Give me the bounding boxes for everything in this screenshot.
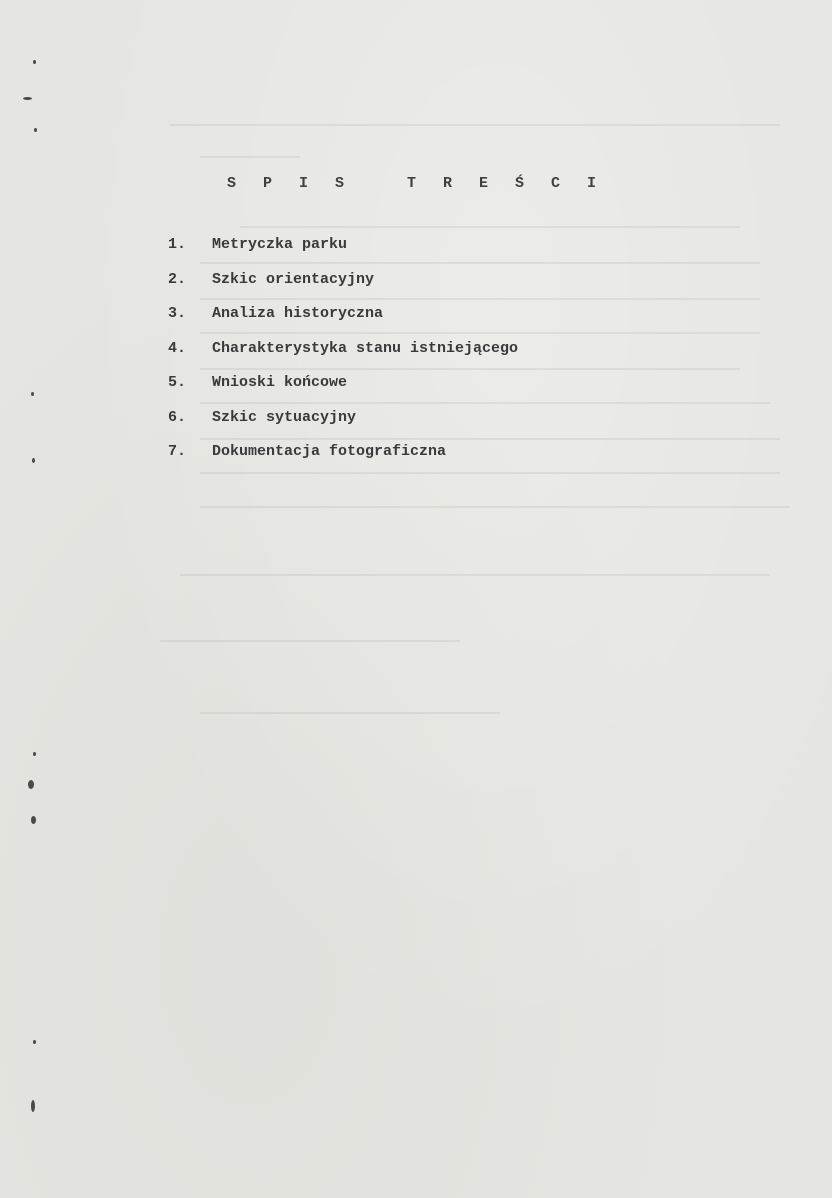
- bleed-through-line: [200, 506, 790, 508]
- binding-mark: [31, 1100, 35, 1112]
- binding-mark: [31, 816, 36, 824]
- document-title: S P I S T R E Ś C I: [226, 175, 606, 192]
- binding-mark: [23, 97, 32, 100]
- toc-item-label: Szkic sytuacyjny: [212, 408, 357, 426]
- toc-item-number: 4.: [168, 339, 187, 357]
- toc-item-label: Metryczka parku: [212, 236, 348, 253]
- toc-item-number: 1.: [168, 236, 187, 253]
- toc-item: [168, 305, 518, 340]
- toc-item-number: 6.: [168, 408, 187, 426]
- bleed-through-line: [170, 124, 780, 126]
- toc-item: [168, 236, 518, 271]
- binding-mark: [34, 128, 37, 132]
- bleed-through-line: [240, 226, 740, 228]
- toc-item-label: Analiza historyczna: [212, 305, 384, 322]
- toc-item: [168, 374, 518, 409]
- binding-mark: [33, 752, 36, 756]
- toc-item-label: Szkic orientacyjny: [212, 270, 375, 288]
- binding-mark: [33, 1040, 36, 1044]
- bleed-through-line: [160, 640, 460, 642]
- toc-item: [168, 340, 518, 375]
- binding-mark: [28, 780, 34, 789]
- toc-item-label: Charakterystyka stanu istniejącego: [212, 339, 519, 357]
- binding-mark: [31, 392, 34, 396]
- bleed-through-line: [200, 156, 300, 158]
- binding-mark: [33, 60, 36, 64]
- bleed-through-line: [200, 712, 500, 714]
- toc-item-number: 7.: [168, 443, 187, 460]
- table-of-contents: [168, 236, 518, 478]
- toc-item-number: 5.: [168, 374, 187, 391]
- toc-item: [168, 443, 518, 478]
- toc-item: [168, 271, 518, 306]
- toc-item-number: 2.: [168, 270, 187, 288]
- toc-item: [168, 409, 518, 444]
- toc-item-label: Dokumentacja fotograficzna: [212, 443, 447, 460]
- bleed-through-line: [180, 574, 770, 576]
- binding-mark: [32, 458, 35, 463]
- toc-item-label: Wnioski końcowe: [212, 374, 348, 391]
- toc-item-number: 3.: [168, 305, 187, 322]
